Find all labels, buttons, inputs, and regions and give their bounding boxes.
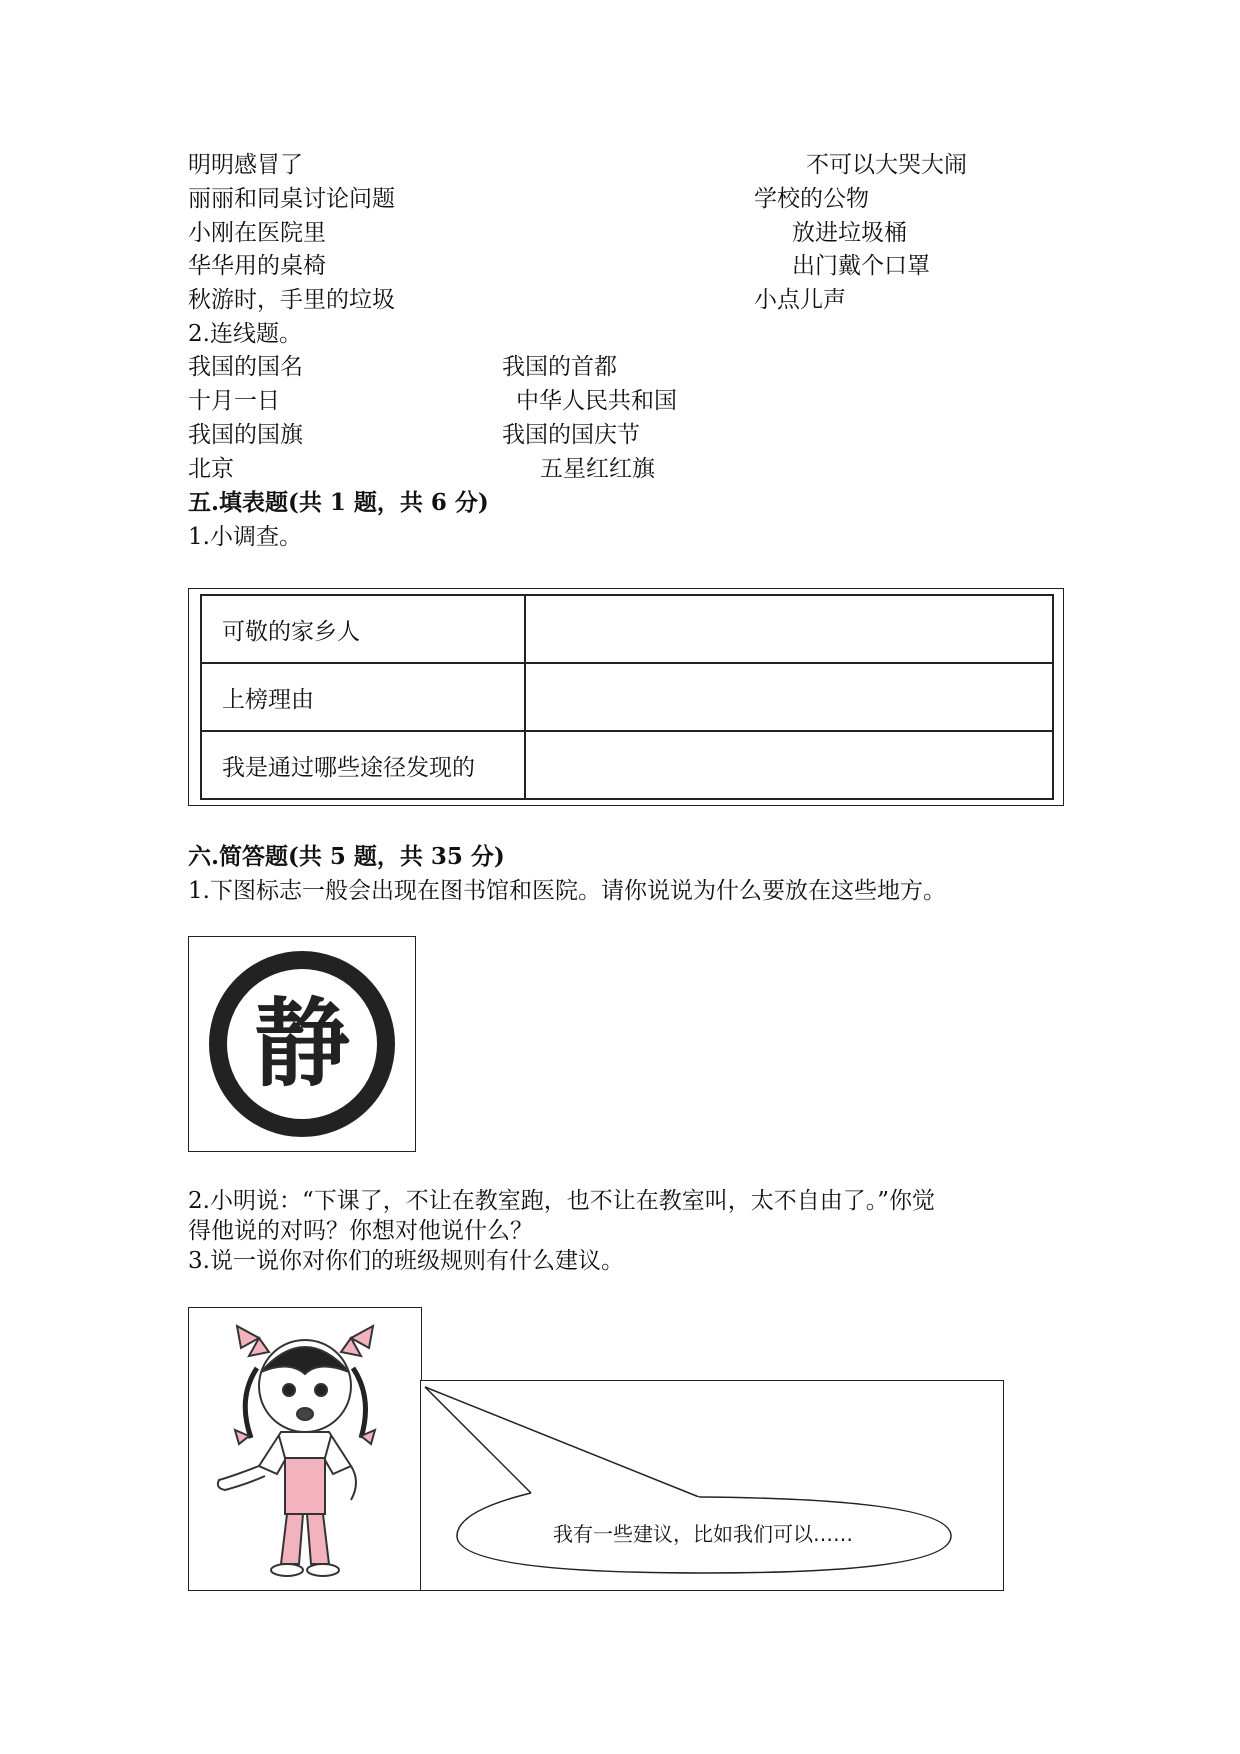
match2-right-4: 五星红红旗: [540, 456, 655, 482]
girl-picture: [188, 1307, 422, 1591]
table-row: [201, 595, 1053, 663]
survey-answer-reason[interactable]: [525, 663, 1053, 731]
section6-q2-line2: 得他说的对吗？你想对他说什么？: [188, 1218, 533, 1244]
match2-left-1: 我国的国名: [188, 354, 303, 380]
match1-left-2: 丽丽和同桌讨论问题: [188, 186, 395, 212]
match1-left-1: 明明感冒了: [188, 152, 303, 178]
match2-right-1: 我国的首都: [502, 354, 617, 380]
section5-q1: 1.小调查。: [188, 524, 302, 550]
section6-q3: 3.说一说你对你们的班级规则有什么建议。: [188, 1248, 624, 1274]
section5-heading: 五.填表题(共 1 题，共 6 分): [188, 489, 489, 516]
match2-right-3: 我国的国庆节: [502, 422, 640, 448]
match1-left-4: 华华用的桌椅: [188, 253, 326, 279]
match2-title: 2.连线题。: [188, 321, 302, 347]
match2-left-4: 北京: [188, 456, 234, 482]
quiet-sign-icon: [189, 937, 415, 1151]
speech-bubble-icon: [421, 1381, 1003, 1590]
match1-left-3: 小刚在医院里: [188, 220, 326, 246]
match1-right-3: 放进垃圾桶: [792, 220, 907, 246]
survey-label-method: 我是通过哪些途径发现的: [201, 731, 525, 799]
table-row: [201, 663, 1053, 731]
survey-label-reason: 上榜理由: [201, 663, 525, 731]
table-row: [201, 731, 1053, 799]
match1-right-2: 学校的公物: [754, 186, 869, 212]
match1-right-4: 出门戴个口罩: [792, 253, 930, 279]
match1-right-5: 小点儿声: [754, 287, 846, 313]
survey-answer-method[interactable]: [525, 731, 1053, 799]
match2-left-2: 十月一日: [188, 388, 280, 414]
survey-table: [200, 594, 1054, 800]
match1-right-1: 不可以大哭大闹: [806, 152, 967, 178]
quiet-sign-char: 静: [254, 988, 350, 1100]
section6-q2-line1: 2.小明说：“下课了，不让在教室跑，也不让在教室叫，太不自由了。”你觉: [188, 1188, 935, 1214]
match2-left-3: 我国的国旗: [188, 422, 303, 448]
speech-box: [420, 1380, 1004, 1591]
match1-left-5: 秋游时，手里的垃圾: [188, 287, 395, 313]
quiet-sign-picture: [188, 936, 416, 1152]
girl-illustration-icon: [189, 1308, 421, 1590]
section6-q1: 1.下图标志一般会出现在图书馆和医院。请你说说为什么要放在这些地方。: [188, 878, 946, 904]
speech-bubble-text: 我有一些建议，比如我们可以……: [553, 1522, 853, 1546]
section6-heading: 六.简答题(共 5 题，共 35 分): [188, 843, 505, 870]
survey-answer-person[interactable]: [525, 595, 1053, 663]
match2-right-2: 中华人民共和国: [516, 388, 677, 414]
survey-label-person: 可敬的家乡人: [201, 595, 525, 663]
